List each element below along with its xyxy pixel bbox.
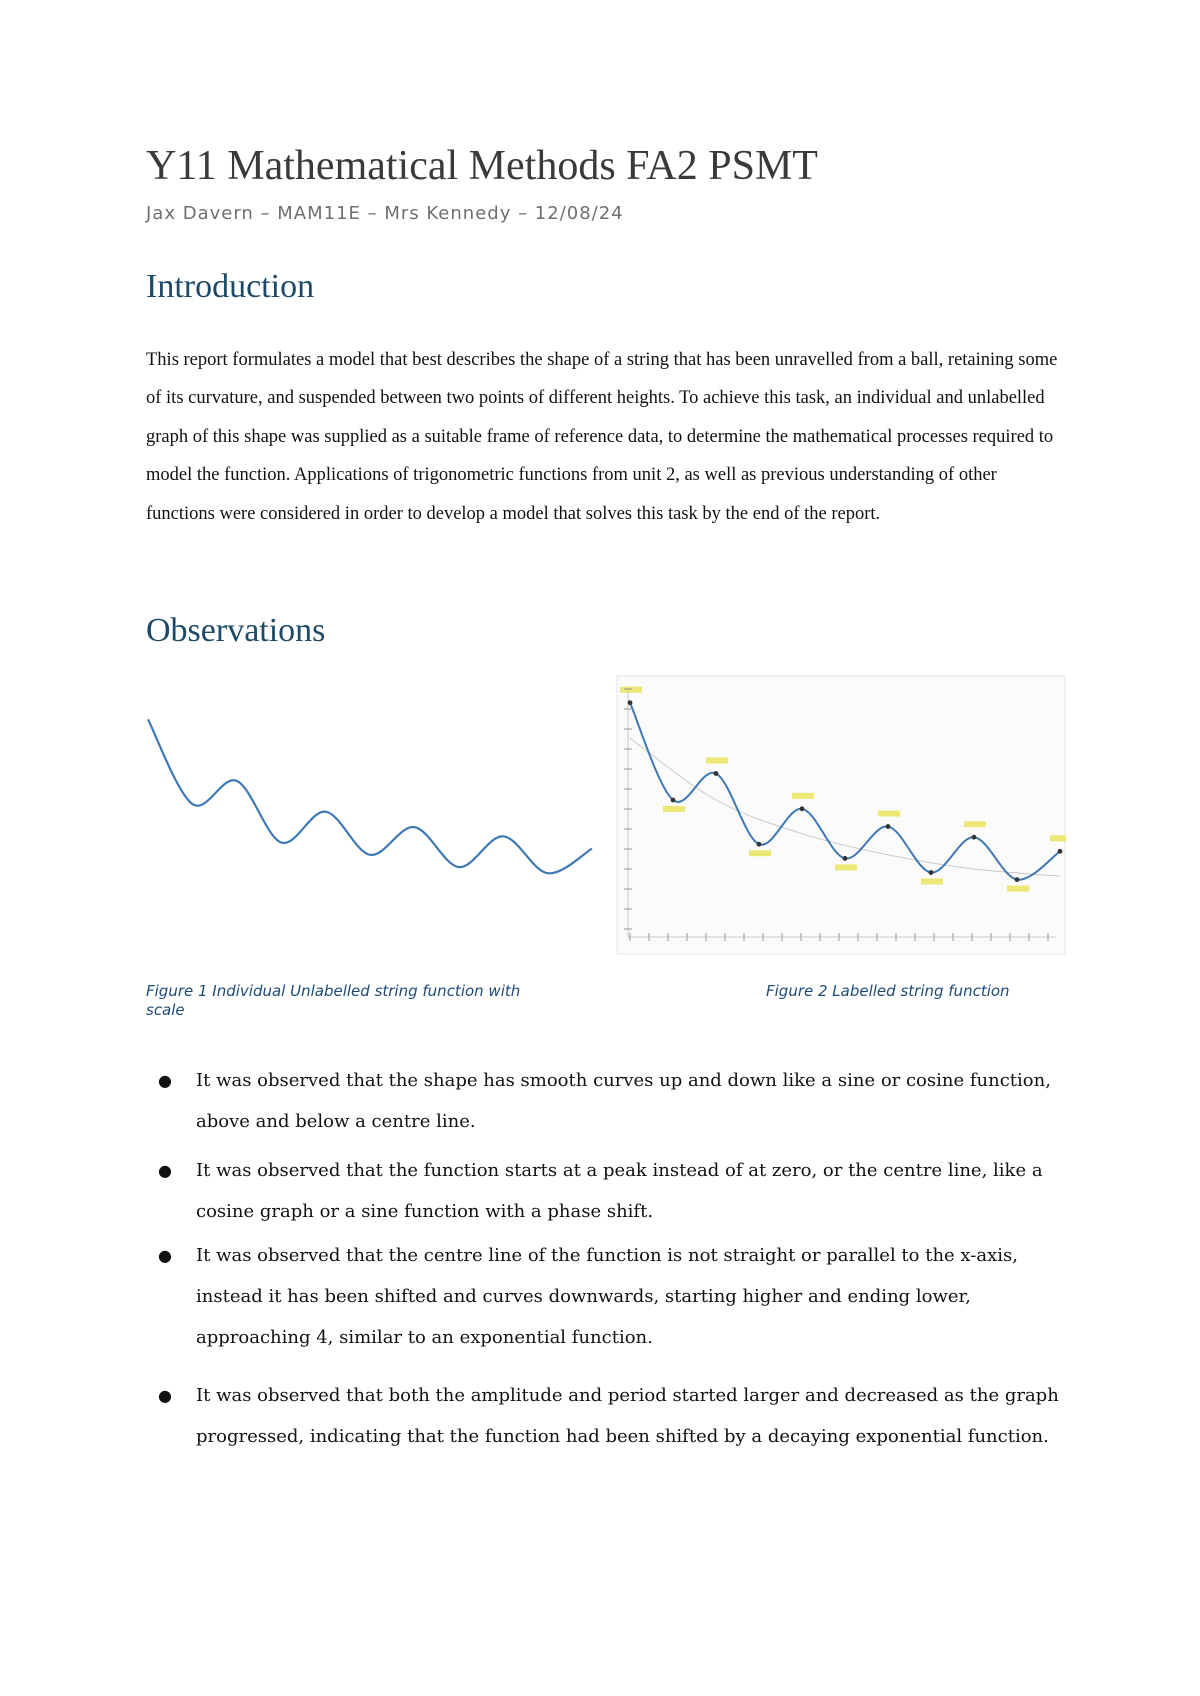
introduction-paragraph: This report formulates a model that best describes the shape of a string that has been unravelled from a ball, retaining some of its curvature, and suspended between two points of different heights. To achieve this task, an individual and unlabelled graph of this shape was supplied as a suitable frame of reference data, to determine the mathematical processes required to model the function. Applications of trigonometric functions from unit 2, as well as previous understanding of other functions were considered in order to develop a model that solves this task by the end of the report. [146,350,1058,524]
figure-2-point-highlight [1007,886,1029,892]
observations-heading: Observations [146,612,326,649]
figure-2-chart [616,675,1066,955]
figure-2-point [972,835,977,840]
figure-1-chart [146,702,596,912]
figure-2-point-highlight [1050,835,1066,841]
figure-2-point-highlight [749,850,771,856]
figure-2-point [1058,849,1063,854]
bullet-icon: ● [158,1071,172,1090]
document-page [146,0,1066,1696]
bullet-text: It was observed that the shape has smooth curves up and down like a sine or cosine function, above and below a centre line. [196,1070,1051,1132]
introduction-heading: Introduction [146,268,315,305]
figure-2-caption: Figure 2 Labelled string function [766,982,1010,1000]
figure-1-caption: Figure 1 Individual Unlabelled string function with scale [146,982,521,1019]
figure-2-point [929,870,934,875]
figure-2-point [886,824,891,829]
figure-2-point [800,806,805,811]
figure-2-point [628,700,633,705]
figure-2-point-highlight [792,793,814,799]
bullet-icon: ● [158,1161,172,1180]
document-title: Y11 Mathematical Methods FA2 PSMT [146,143,818,189]
figure-2-point-highlight [921,879,943,885]
figure-2-point-highlight [620,687,642,693]
figure-2-paper [617,676,1065,954]
figure-1-series-line [148,719,592,873]
bullet-icon: ● [158,1246,172,1265]
bullet-text: It was observed that the function starts at a peak instead of at zero, or the centre line, like a cosine graph or a sine function with a phase shift. [196,1160,1043,1222]
figure-2-point-highlight [964,821,986,827]
bullet-text: It was observed that both the amplitude and period started larger and decreased as the graph progressed, indicating that the function had been shifted by a decaying exponential function. [196,1385,1059,1447]
document-subtitle: Jax Davern – MAM11E – Mrs Kennedy – 12/08/24 [146,203,624,224]
figure-2-point-highlight [878,811,900,817]
figure-2-point [843,856,848,861]
figure-2-point [757,842,762,847]
figure-2-point-highlight [706,758,728,764]
bullet-text: It was observed that the centre line of the function is not straight or parallel to the x-axis, instead it has been shifted and curves downwards, starting higher and ending lower, approaching 4, similar to an exponential function. [196,1245,1018,1348]
figure-2-point [714,771,719,776]
figure-2-point-highlight [835,864,857,870]
figure-2-point [1015,877,1020,882]
figure-2-point-highlight [663,806,685,812]
bullet-icon: ● [158,1386,172,1405]
figure-2-point [671,798,676,803]
